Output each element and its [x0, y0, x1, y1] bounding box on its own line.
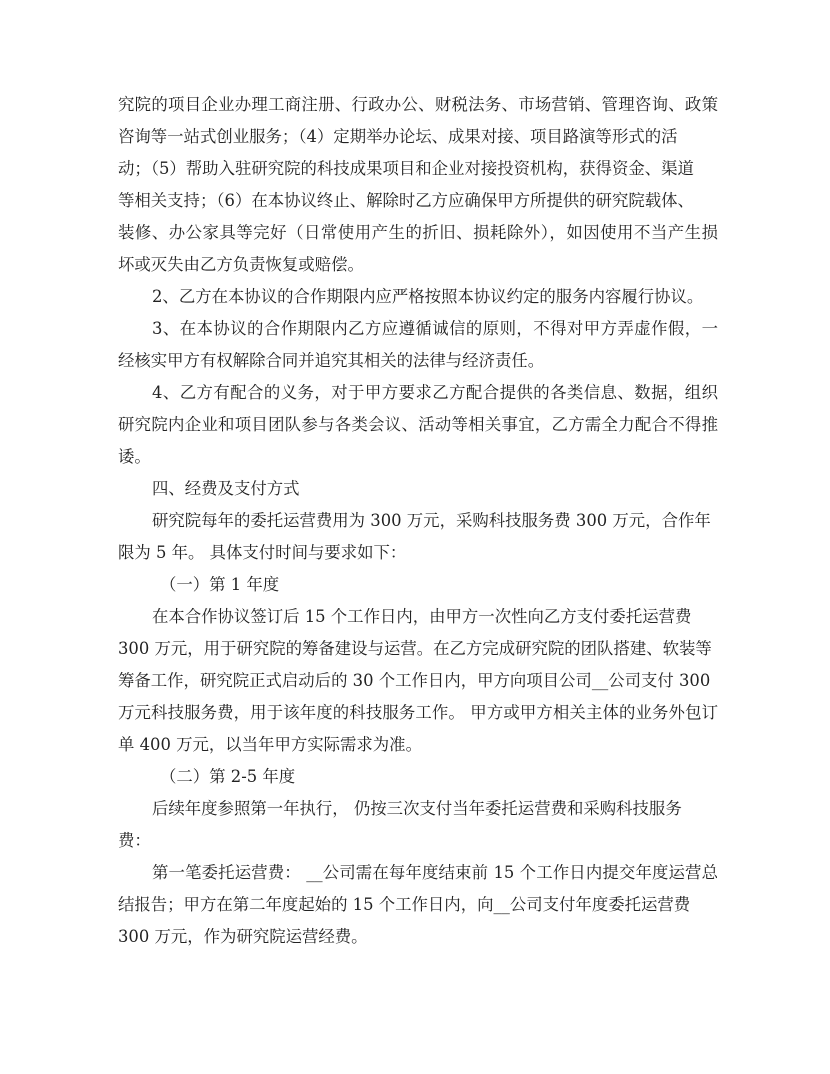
- text-line: 3、在本协议的合作期限内乙方应遵循诚信的原则，不得对甲方弄虚作假，一: [152, 319, 718, 338]
- text-line: 装修、办公家具等完好（日常使用产生的折旧、损耗除外），如因使用不当产生损: [118, 223, 718, 242]
- text-line: 研究院每年的委托运营费用为 300 万元，采购科技服务费 300 万元，合作年: [152, 511, 711, 530]
- document-body: [118, 89, 718, 953]
- text-line: 咨询等一站式创业服务；（4）定期举办论坛、成果对接、项目路演等形式的活: [118, 127, 678, 146]
- text-line: 万元科技服务费，用于该年度的科技服务工作。 甲方或甲方相关主体的业务外包订: [118, 703, 718, 722]
- text-line: 第一笔委托运营费： __公司需在每年度结束前 15 个工作日内提交年度运营总: [152, 863, 718, 882]
- text-line: （二）第 2-5 年度: [160, 767, 296, 786]
- text-line: 究院的项目企业办理工商注册、行政办公、财税法务、市场营销、管理咨询、政策: [118, 95, 718, 114]
- text-line: 筹备工作，研究院正式启动后的 30 个工作日内，甲方向项目公司__公司支付 300: [118, 671, 711, 690]
- text-line: 300 万元，用于研究院的筹备建设与运营。在乙方完成研究院的团队搭建、软装等: [118, 639, 712, 658]
- text-line: 2、乙方在本协议的合作期限内应严格按照本协议约定的服务内容履行协议。: [152, 287, 704, 306]
- text-line: 四、经费及支付方式: [152, 479, 300, 498]
- text-line: 费：: [118, 831, 151, 850]
- text-line: 坏或灭失由乙方负责恢复或赔偿。: [118, 255, 364, 274]
- text-line: 研究院内企业和项目团队参与各类会议、活动等相关事宜，乙方需全力配合不得推: [118, 415, 718, 434]
- text-line: 诿。: [118, 447, 151, 466]
- text-line: 后续年度参照第一年执行， 仍按三次支付当年委托运营费和采购科技服务: [152, 799, 682, 818]
- text-line: （一）第 1 年度: [160, 575, 280, 594]
- text-line: 等相关支持；（6）在本协议终止、解除时乙方应确保甲方所提供的研究院载体、: [118, 191, 694, 210]
- text-line: 限为 5 年。 具体支付时间与要求如下：: [118, 543, 407, 562]
- text-line: 动；（5）帮助入驻研究院的科技成果项目和企业对接投资机构，获得资金、渠道: [118, 159, 694, 178]
- text-line: 4、乙方有配合的义务，对于甲方要求乙方配合提供的各类信息、数据，组织: [152, 383, 718, 402]
- text-line: 300 万元，作为研究院运营经费。: [118, 927, 368, 946]
- text-line: 结报告；甲方在第二年度起始的 15 个工作日内，向__公司支付年度委托运营费: [118, 895, 691, 914]
- text-line: 经核实甲方有权解除合同并追究其相关的法律与经济责任。: [118, 351, 545, 370]
- text-line: 在本合作协议签订后 15 个工作日内，由甲方一次性向乙方支付委托运营费: [152, 607, 692, 626]
- text-line: 单 400 万元，以当年甲方实际需求为准。: [118, 735, 422, 754]
